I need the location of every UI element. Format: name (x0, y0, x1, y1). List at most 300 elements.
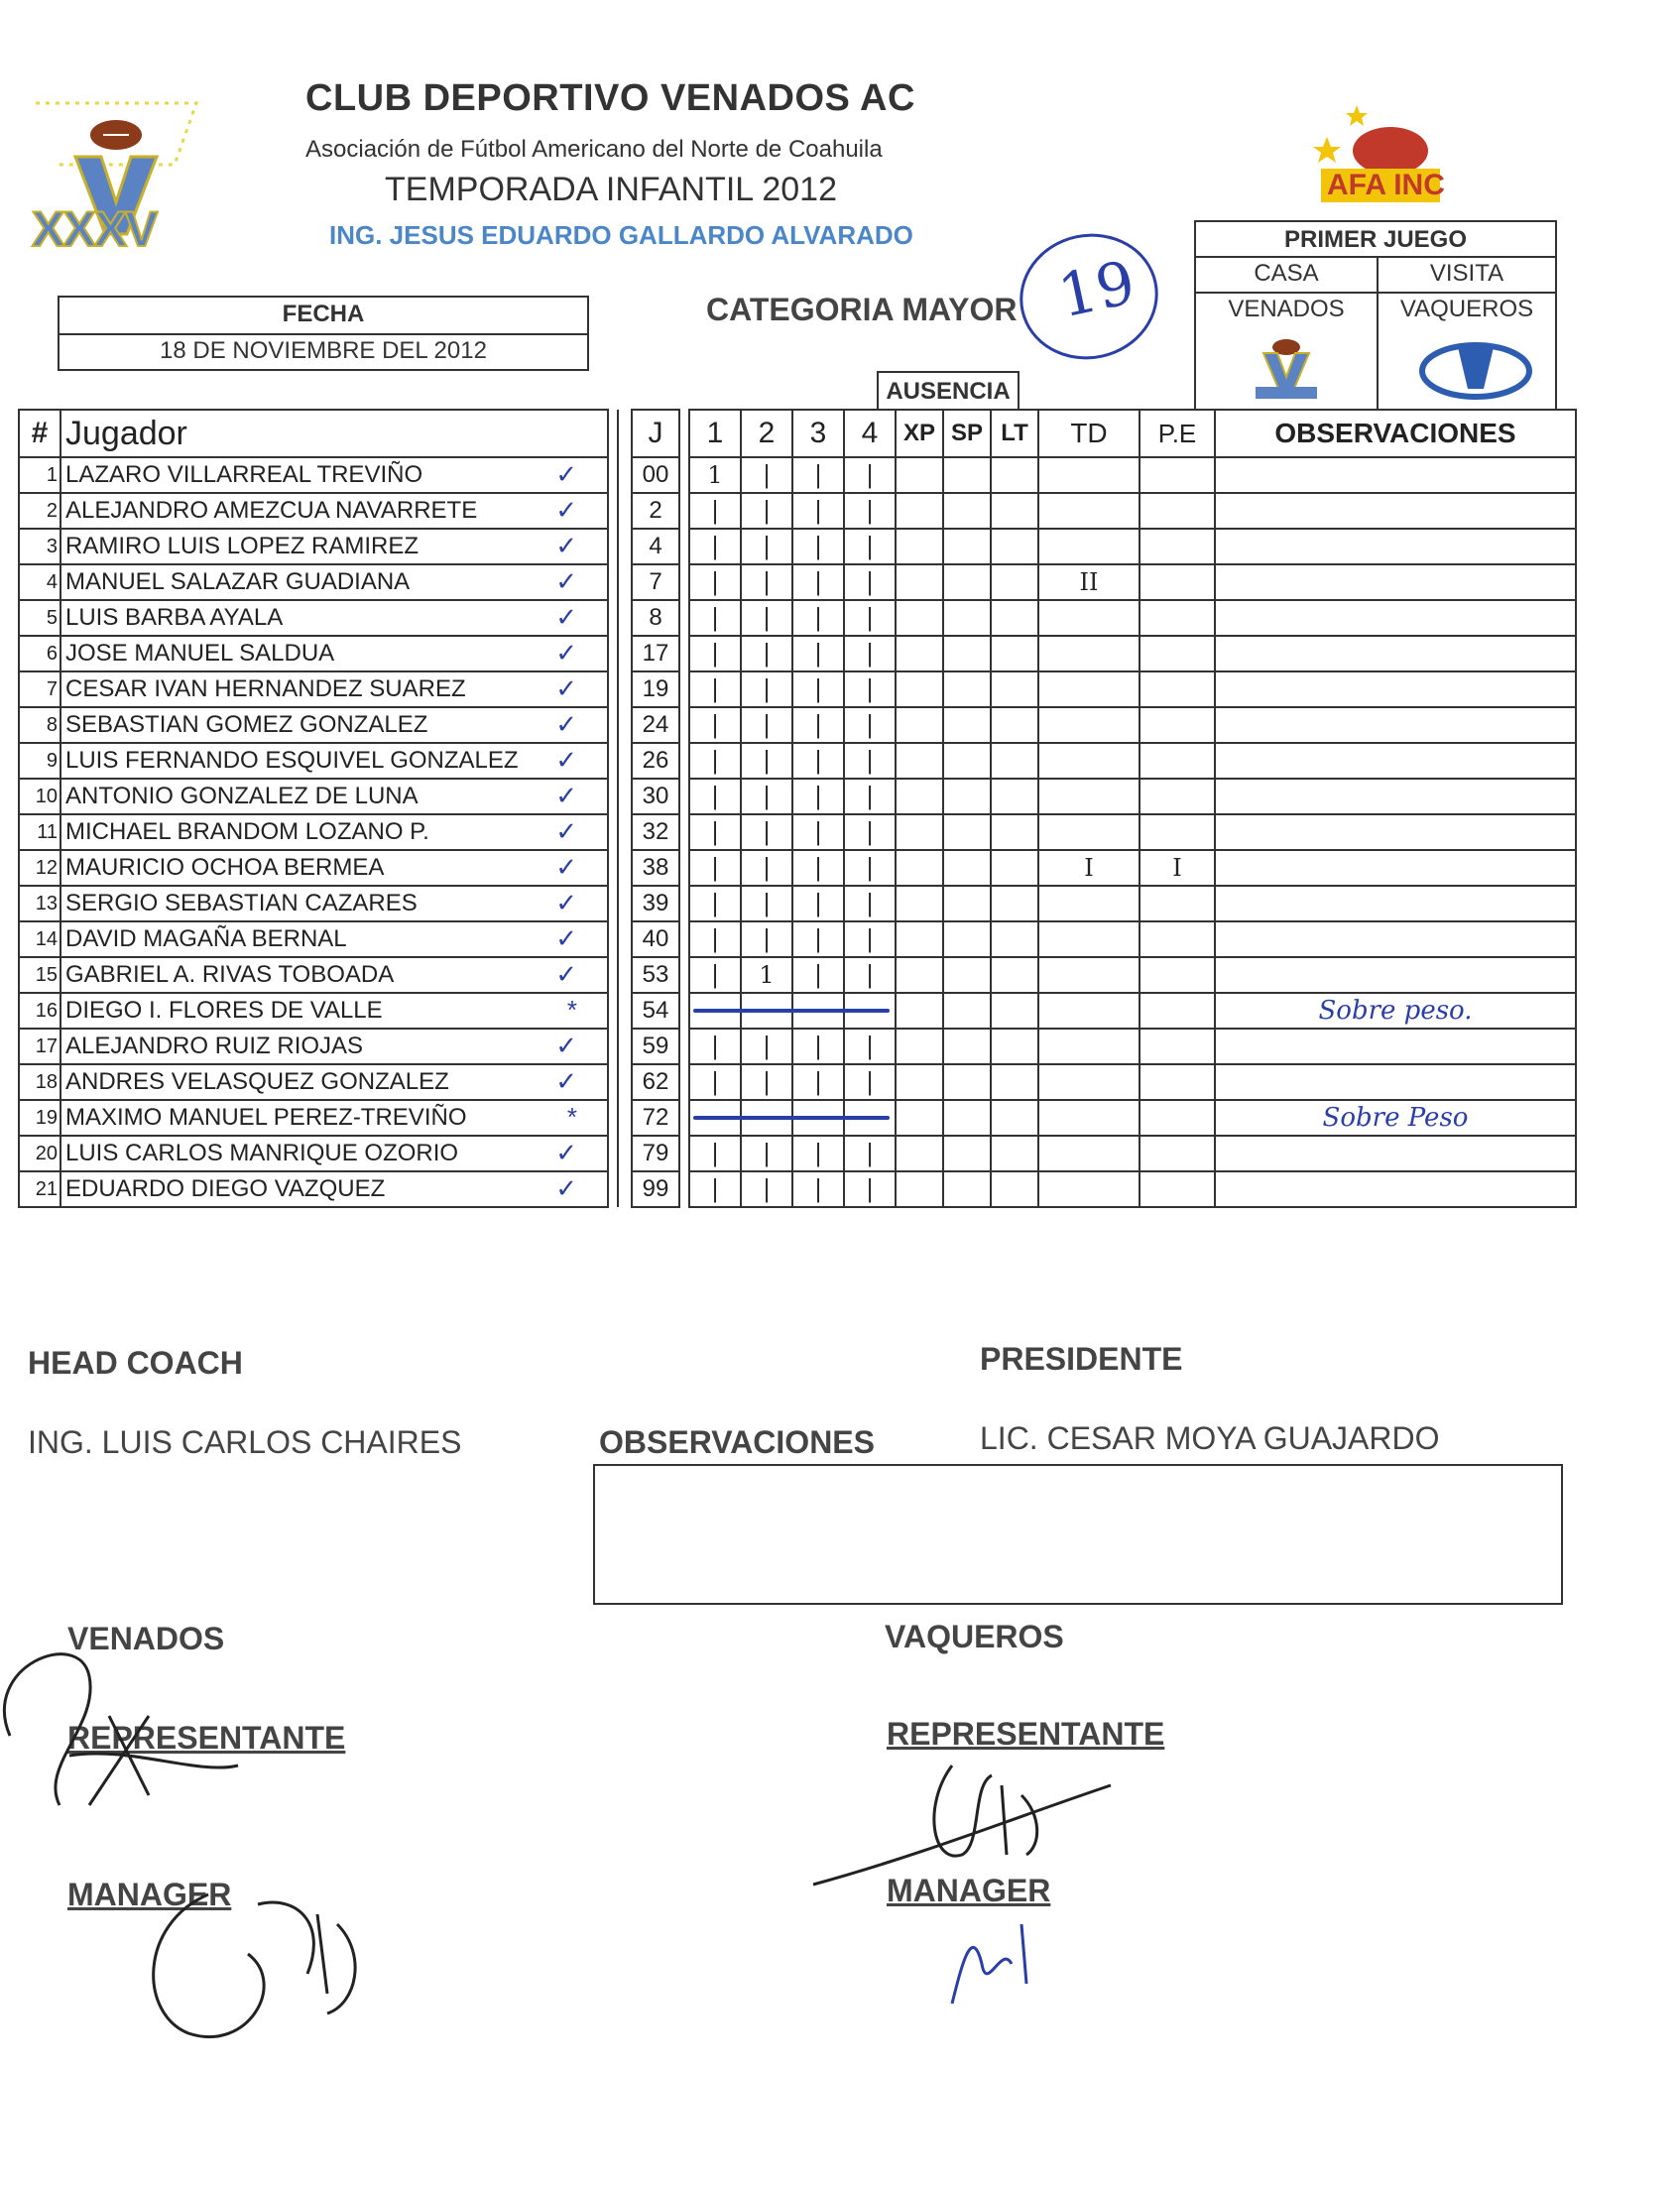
quarter-mark[interactable]: | (844, 957, 896, 993)
observation-cell[interactable] (1215, 850, 1576, 886)
observation-cell[interactable] (1215, 1171, 1576, 1207)
col-q4: 4 (844, 410, 896, 457)
td-mark[interactable] (1038, 886, 1140, 921)
sp-cell[interactable] (943, 1064, 991, 1100)
sp-cell[interactable] (943, 707, 991, 743)
col-q3: 3 (792, 410, 844, 457)
td-mark[interactable] (1038, 671, 1140, 707)
player-name (60, 457, 608, 493)
sp-cell[interactable] (943, 636, 991, 671)
quarter-mark[interactable]: | (792, 493, 844, 529)
col-number: # (19, 410, 60, 457)
xp-cell[interactable] (896, 707, 943, 743)
casa-label: CASA (1254, 260, 1319, 287)
jersey-number: 38 (632, 850, 679, 886)
row-number: 5 (19, 600, 60, 636)
quarter-mark[interactable]: | (792, 564, 844, 600)
row-number: 3 (19, 529, 60, 564)
sp-cell[interactable] (943, 814, 991, 850)
observation-cell[interactable] (1215, 921, 1576, 957)
td-mark[interactable] (1038, 529, 1140, 564)
roster-table (18, 409, 1577, 1208)
col-gap (618, 1064, 632, 1100)
quarter-mark[interactable]: | (844, 743, 896, 779)
quarter-mark[interactable]: | (844, 1171, 896, 1207)
td-mark[interactable] (1038, 743, 1140, 779)
row-number: 20 (19, 1136, 60, 1171)
quarter-mark[interactable]: | (844, 850, 896, 886)
quarter-mark[interactable]: | (689, 743, 741, 779)
pe-mark[interactable] (1140, 993, 1215, 1029)
player-name-text: MANUEL SALAZAR GUADIANA (65, 568, 411, 595)
lt-cell[interactable] (991, 921, 1038, 957)
pe-mark[interactable] (1140, 493, 1215, 529)
td-mark[interactable] (1038, 921, 1140, 957)
td-mark[interactable] (1038, 493, 1140, 529)
pe-mark[interactable] (1140, 564, 1215, 600)
primer-juego-title: PRIMER JUEGO (1283, 226, 1468, 253)
col-gap (679, 457, 689, 493)
sp-cell[interactable] (943, 600, 991, 636)
player-name-text: JOSE MANUEL SALDUA (65, 640, 335, 667)
col-gap (608, 671, 618, 707)
lt-cell[interactable] (991, 1100, 1038, 1136)
sp-cell[interactable] (943, 1136, 991, 1171)
check-mark: ✓ (555, 1066, 577, 1096)
jersey-number: 62 (632, 1064, 679, 1100)
xp-cell[interactable] (896, 600, 943, 636)
jersey-number: 32 (632, 814, 679, 850)
player-name (60, 993, 608, 1029)
td-mark[interactable] (1038, 779, 1140, 814)
xp-cell[interactable] (896, 529, 943, 564)
jersey-number: 99 (632, 1171, 679, 1207)
xp-cell[interactable] (896, 1136, 943, 1171)
observation-cell[interactable] (1215, 457, 1576, 493)
td-mark[interactable]: I (1038, 850, 1140, 886)
col-gap (679, 493, 689, 529)
quarter-mark[interactable]: | (844, 564, 896, 600)
col-gap (679, 1029, 689, 1064)
col-gap (618, 410, 632, 457)
quarter-mark[interactable]: | (741, 814, 792, 850)
head-coach-label: HEAD COACH (28, 1345, 243, 1381)
fecha-value: 18 DE NOVIEMBRE DEL 2012 (160, 337, 487, 364)
quarter-mark[interactable]: | (844, 1064, 896, 1100)
lt-cell[interactable] (991, 743, 1038, 779)
player-name-text: EDUARDO DIEGO VAZQUEZ (65, 1175, 386, 1202)
pe-mark[interactable] (1140, 886, 1215, 921)
quarter-mark[interactable]: | (689, 850, 741, 886)
pe-mark[interactable] (1140, 743, 1215, 779)
player-name (60, 564, 608, 600)
quarter-mark[interactable]: | (689, 529, 741, 564)
sp-cell[interactable] (943, 743, 991, 779)
jersey-number: 17 (632, 636, 679, 671)
lt-cell[interactable] (991, 1136, 1038, 1171)
quarter-mark[interactable]: 1 (741, 957, 792, 993)
player-name-text: SEBASTIAN GOMEZ GONZALEZ (65, 711, 428, 738)
xp-cell[interactable] (896, 1171, 943, 1207)
player-name (60, 814, 608, 850)
pe-mark[interactable] (1140, 529, 1215, 564)
col-gap (618, 743, 632, 779)
lt-cell[interactable] (991, 493, 1038, 529)
col-gap (618, 707, 632, 743)
col-gap (608, 743, 618, 779)
sp-cell[interactable] (943, 1029, 991, 1064)
col-gap (618, 636, 632, 671)
lt-cell[interactable] (991, 850, 1038, 886)
quarter-mark[interactable]: | (792, 779, 844, 814)
xp-cell[interactable] (896, 850, 943, 886)
quarter-mark[interactable]: | (689, 957, 741, 993)
quarter-mark[interactable]: | (792, 957, 844, 993)
player-name (60, 636, 608, 671)
col-gap (618, 993, 632, 1029)
pe-mark[interactable] (1140, 779, 1215, 814)
quarter-mark[interactable]: | (844, 671, 896, 707)
quarter-mark[interactable]: | (844, 529, 896, 564)
row-number: 11 (19, 814, 60, 850)
lt-cell[interactable] (991, 529, 1038, 564)
table-row (19, 564, 1576, 600)
fecha-label: FECHA (282, 301, 365, 327)
jersey-number: 39 (632, 886, 679, 921)
lt-cell[interactable] (991, 1064, 1038, 1100)
observation-cell[interactable] (1215, 671, 1576, 707)
lt-cell[interactable] (991, 1171, 1038, 1207)
quarter-mark[interactable]: | (792, 1171, 844, 1207)
quarter-mark[interactable]: | (689, 600, 741, 636)
observation-text: Sobre peso. (1318, 996, 1473, 1026)
td-mark[interactable] (1038, 600, 1140, 636)
pe-mark[interactable] (1140, 600, 1215, 636)
quarter-mark[interactable]: | (844, 636, 896, 671)
xp-cell[interactable] (896, 457, 943, 493)
pe-mark[interactable] (1140, 707, 1215, 743)
sp-cell[interactable] (943, 457, 991, 493)
quarter-mark[interactable]: | (741, 1136, 792, 1171)
quarter-mark[interactable]: | (741, 779, 792, 814)
col-observaciones: OBSERVACIONES (1215, 410, 1576, 457)
quarter-mark[interactable]: | (689, 1136, 741, 1171)
president-label: PRESIDENTE (980, 1341, 1183, 1377)
quarter-mark[interactable]: | (792, 814, 844, 850)
col-gap (608, 850, 618, 886)
quarter-mark[interactable]: | (689, 564, 741, 600)
quarter-mark[interactable]: | (792, 600, 844, 636)
quarter-mark[interactable]: | (792, 1064, 844, 1100)
xp-cell[interactable] (896, 957, 943, 993)
xp-cell[interactable] (896, 921, 943, 957)
pe-mark[interactable]: I (1140, 850, 1215, 886)
pe-mark[interactable] (1140, 1171, 1215, 1207)
lt-cell[interactable] (991, 457, 1038, 493)
player-name-text: ALEJANDRO AMEZCUA NAVARRETE (65, 497, 478, 524)
sp-cell[interactable] (943, 493, 991, 529)
quarter-mark[interactable]: 1 (689, 457, 741, 493)
td-mark[interactable] (1038, 814, 1140, 850)
quarter-mark[interactable]: | (792, 529, 844, 564)
td-mark[interactable] (1038, 957, 1140, 993)
col-gap (679, 1171, 689, 1207)
observation-cell[interactable] (1215, 1100, 1576, 1136)
quarter-mark[interactable]: | (689, 1029, 741, 1064)
observation-cell[interactable] (1215, 993, 1576, 1029)
quarter-mark[interactable]: | (689, 636, 741, 671)
quarter-mark[interactable]: | (689, 921, 741, 957)
observation-cell[interactable] (1215, 886, 1576, 921)
observation-text: Sobre Peso (1322, 1103, 1469, 1133)
lt-cell[interactable] (991, 671, 1038, 707)
president-name: LIC. CESAR MOYA GUAJARDO (980, 1420, 1440, 1456)
player-name-text: LUIS FERNANDO ESQUIVEL GONZALEZ (65, 747, 519, 774)
pe-mark[interactable] (1140, 921, 1215, 957)
quarter-mark[interactable]: | (792, 457, 844, 493)
pe-mark[interactable] (1140, 814, 1215, 850)
quarter-mark[interactable]: | (741, 493, 792, 529)
observation-cell[interactable] (1215, 600, 1576, 636)
pe-mark[interactable] (1140, 1064, 1215, 1100)
td-mark[interactable] (1038, 1171, 1140, 1207)
col-gap (608, 600, 618, 636)
quarter-mark[interactable]: | (741, 636, 792, 671)
col-gap (679, 993, 689, 1029)
lt-cell[interactable] (991, 814, 1038, 850)
jersey-number: 00 (632, 457, 679, 493)
td-mark[interactable] (1038, 993, 1140, 1029)
lt-cell[interactable] (991, 564, 1038, 600)
quarter-mark[interactable]: | (741, 921, 792, 957)
col-gap (608, 1100, 618, 1136)
observation-cell[interactable] (1215, 1136, 1576, 1171)
quarter-mark[interactable]: | (741, 529, 792, 564)
sp-cell[interactable] (943, 1171, 991, 1207)
quarter-mark[interactable]: | (792, 743, 844, 779)
quarter-mark[interactable]: | (689, 814, 741, 850)
quarter-mark[interactable]: | (792, 1136, 844, 1171)
pe-mark[interactable] (1140, 1029, 1215, 1064)
quarter-mark[interactable]: | (792, 850, 844, 886)
observation-cell[interactable] (1215, 1029, 1576, 1064)
observation-cell[interactable] (1215, 957, 1576, 993)
observaciones-box[interactable] (593, 1464, 1563, 1605)
table-row (19, 886, 1576, 921)
col-gap (618, 957, 632, 993)
circled-number (1008, 221, 1169, 372)
xp-cell[interactable] (896, 993, 943, 1029)
quarter-mark[interactable]: | (689, 886, 741, 921)
td-mark[interactable] (1038, 1100, 1140, 1136)
col-gap (618, 564, 632, 600)
xp-cell[interactable] (896, 1029, 943, 1064)
xp-cell[interactable] (896, 671, 943, 707)
sp-cell[interactable] (943, 564, 991, 600)
quarter-mark[interactable]: | (844, 457, 896, 493)
col-gap (608, 529, 618, 564)
observation-cell[interactable] (1215, 1064, 1576, 1100)
xp-cell[interactable] (896, 564, 943, 600)
xp-cell[interactable] (896, 779, 943, 814)
sp-cell[interactable] (943, 671, 991, 707)
check-mark: ✓ (555, 709, 577, 739)
pe-mark[interactable] (1140, 1100, 1215, 1136)
row-number: 14 (19, 921, 60, 957)
col-sp: SP (943, 410, 991, 457)
table-row (19, 743, 1576, 779)
col-gap (618, 671, 632, 707)
observation-cell[interactable] (1215, 707, 1576, 743)
lt-cell[interactable] (991, 1029, 1038, 1064)
observation-cell[interactable] (1215, 529, 1576, 564)
representante-right-label: REPRESENTANTE (887, 1716, 1165, 1752)
xp-cell[interactable] (896, 814, 943, 850)
quarter-mark[interactable]: | (741, 707, 792, 743)
sp-cell[interactable] (943, 886, 991, 921)
quarter-mark[interactable]: | (741, 886, 792, 921)
sp-cell[interactable] (943, 1100, 991, 1136)
pe-mark[interactable] (1140, 1136, 1215, 1171)
quarter-mark[interactable]: | (741, 1171, 792, 1207)
club-title: CLUB DEPORTIVO VENADOS AC (305, 77, 915, 119)
quarter-mark[interactable]: | (689, 779, 741, 814)
lt-cell[interactable] (991, 779, 1038, 814)
table-row (19, 493, 1576, 529)
check-mark: ✓ (555, 495, 577, 525)
check-mark: ✓ (555, 923, 577, 953)
td-mark[interactable] (1038, 1136, 1140, 1171)
xp-cell[interactable] (896, 886, 943, 921)
quarter-mark[interactable]: | (844, 779, 896, 814)
td-mark[interactable]: II (1038, 564, 1140, 600)
td-mark[interactable] (1038, 1064, 1140, 1100)
quarter-mark[interactable]: | (741, 743, 792, 779)
observation-cell[interactable] (1215, 564, 1576, 600)
quarter-mark[interactable]: | (792, 886, 844, 921)
pe-mark[interactable] (1140, 957, 1215, 993)
col-gap (608, 1029, 618, 1064)
quarter-mark[interactable]: | (792, 707, 844, 743)
sp-cell[interactable] (943, 957, 991, 993)
quarter-mark[interactable]: | (792, 671, 844, 707)
check-mark: ✓ (555, 959, 577, 989)
pe-mark[interactable] (1140, 636, 1215, 671)
quarter-mark[interactable]: | (844, 600, 896, 636)
col-gap (679, 957, 689, 993)
player-name (60, 886, 608, 921)
quarter-mark[interactable]: | (844, 707, 896, 743)
col-gap (679, 814, 689, 850)
jersey-number: 53 (632, 957, 679, 993)
quarter-mark[interactable]: | (844, 493, 896, 529)
quarter-mark[interactable]: | (844, 1136, 896, 1171)
table-row (19, 1064, 1576, 1100)
quarter-mark[interactable]: | (844, 886, 896, 921)
observation-cell[interactable] (1215, 493, 1576, 529)
player-name (60, 1029, 608, 1064)
observation-cell[interactable] (1215, 636, 1576, 671)
xp-cell[interactable] (896, 636, 943, 671)
lt-cell[interactable] (991, 636, 1038, 671)
td-mark[interactable] (1038, 707, 1140, 743)
col-gap (608, 1171, 618, 1207)
lt-cell[interactable] (991, 957, 1038, 993)
row-number: 8 (19, 707, 60, 743)
player-name-text: SERGIO SEBASTIAN CAZARES (65, 890, 418, 916)
pe-mark[interactable] (1140, 457, 1215, 493)
row-number: 21 (19, 1171, 60, 1207)
col-gap (618, 529, 632, 564)
xp-cell[interactable] (896, 493, 943, 529)
quarter-mark[interactable]: | (792, 1029, 844, 1064)
player-name (60, 493, 608, 529)
sp-cell[interactable] (943, 993, 991, 1029)
check-mark: ✓ (555, 1031, 577, 1060)
col-gap (608, 779, 618, 814)
quarter-mark[interactable]: | (741, 564, 792, 600)
table-row (19, 850, 1576, 886)
td-mark[interactable] (1038, 636, 1140, 671)
quarter-mark[interactable]: | (689, 1171, 741, 1207)
row-number: 13 (19, 886, 60, 921)
jersey-number: 2 (632, 493, 679, 529)
observation-cell[interactable] (1215, 779, 1576, 814)
quarter-mark[interactable]: | (689, 1064, 741, 1100)
quarter-mark[interactable]: | (741, 1029, 792, 1064)
quarter-mark[interactable]: | (741, 457, 792, 493)
quarter-mark[interactable]: | (741, 600, 792, 636)
quarter-mark[interactable]: | (741, 1064, 792, 1100)
quarter-mark[interactable]: | (792, 921, 844, 957)
player-name-text: CESAR IVAN HERNANDEZ SUAREZ (65, 675, 466, 702)
player-name-text: MAURICIO OCHOA BERMEA (65, 854, 385, 881)
ausencia-label: AUSENCIA (886, 378, 1011, 405)
lt-cell[interactable] (991, 886, 1038, 921)
td-mark[interactable] (1038, 1029, 1140, 1064)
quarter-mark[interactable]: | (689, 707, 741, 743)
xp-cell[interactable] (896, 743, 943, 779)
sp-cell[interactable] (943, 850, 991, 886)
lt-cell[interactable] (991, 993, 1038, 1029)
sp-cell[interactable] (943, 779, 991, 814)
row-number: 1 (19, 457, 60, 493)
roster-header-row (19, 410, 1576, 457)
xp-cell[interactable] (896, 1100, 943, 1136)
quarter-mark[interactable]: | (689, 671, 741, 707)
jersey-number: 59 (632, 1029, 679, 1064)
xp-cell[interactable] (896, 1064, 943, 1100)
quarter-mark[interactable]: | (689, 493, 741, 529)
quarter-mark[interactable]: | (741, 850, 792, 886)
observation-cell[interactable] (1215, 743, 1576, 779)
quarter-mark[interactable]: | (844, 814, 896, 850)
manager-left-label: MANAGER (67, 1877, 232, 1912)
quarter-mark[interactable]: | (792, 636, 844, 671)
col-td: TD (1038, 410, 1140, 457)
quarter-mark[interactable]: | (844, 921, 896, 957)
sp-cell[interactable] (943, 529, 991, 564)
lt-cell[interactable] (991, 707, 1038, 743)
td-mark[interactable] (1038, 457, 1140, 493)
quarter-mark[interactable]: | (741, 671, 792, 707)
observation-cell[interactable] (1215, 814, 1576, 850)
quarter-mark[interactable]: | (844, 1029, 896, 1064)
lt-cell[interactable] (991, 600, 1038, 636)
pe-mark[interactable] (1140, 671, 1215, 707)
col-gap (608, 1064, 618, 1100)
sp-cell[interactable] (943, 921, 991, 957)
